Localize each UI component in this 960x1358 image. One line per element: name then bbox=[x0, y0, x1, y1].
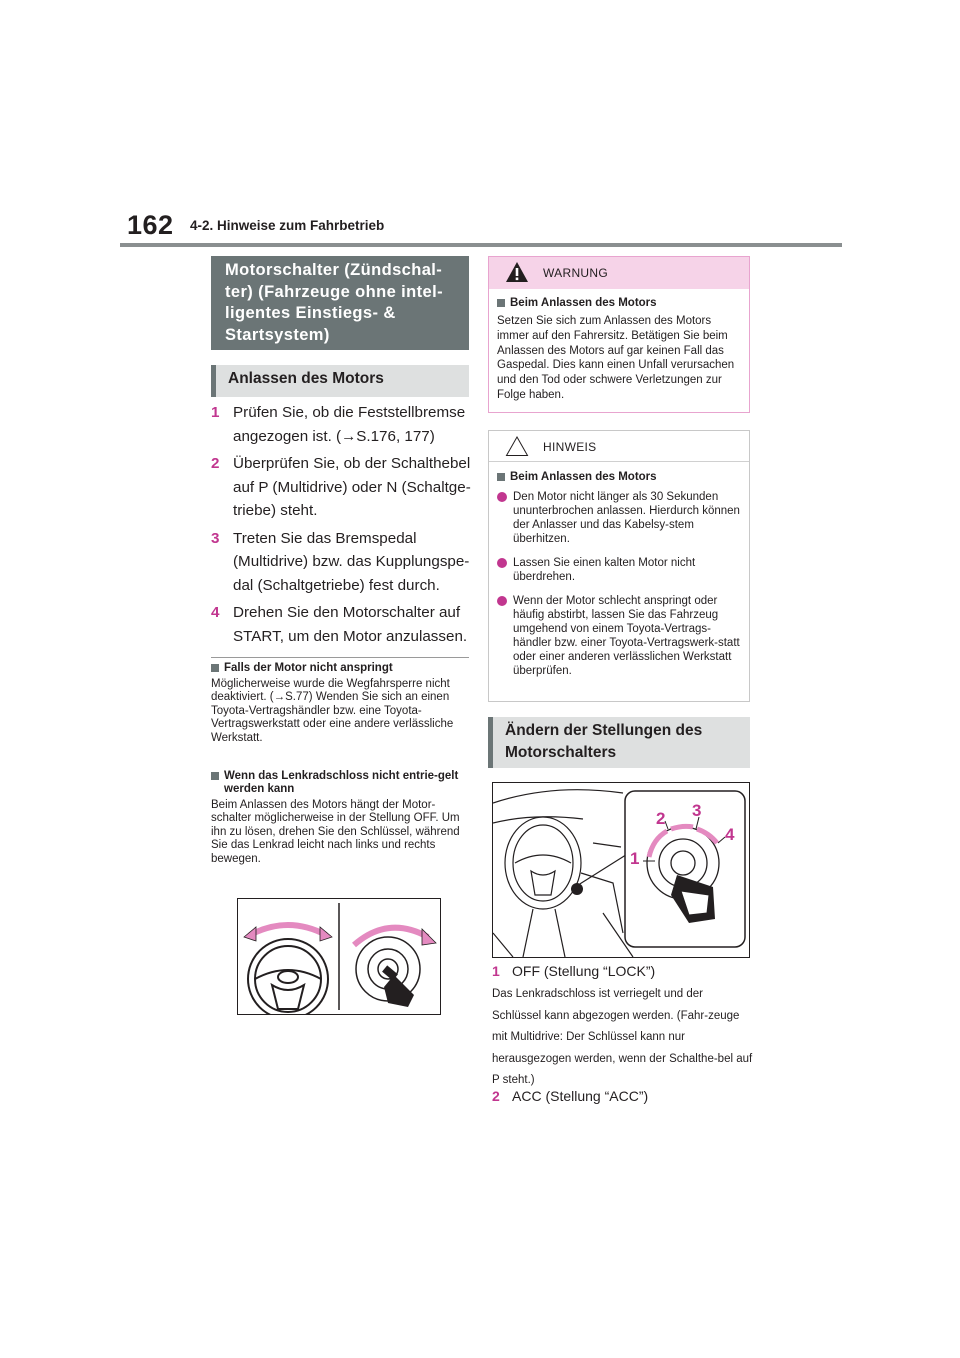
ignition-switch-illustration bbox=[492, 782, 750, 958]
step-text: Treten Sie das Bremspedal (Multidrive) bzw. das Kupplungspe-dal (Schaltgetriebe) fest durch. bbox=[233, 529, 470, 594]
step-item bbox=[211, 601, 473, 648]
warning-label: WARNUNG bbox=[543, 266, 608, 280]
step-item bbox=[211, 527, 473, 598]
hint-box bbox=[488, 430, 750, 702]
figure-label-3: 3 bbox=[692, 801, 702, 820]
note-engine-not-starting bbox=[211, 662, 471, 745]
position-item bbox=[492, 1087, 754, 1105]
warning-header bbox=[489, 257, 749, 289]
steering-wheel-icon bbox=[248, 939, 328, 1014]
main-heading: Motorschalter (Zündschal-ter) (Fahrzeuge ohne intel-ligentes Einstiegs- & Startsystem) bbox=[211, 256, 469, 350]
position-number: 2 bbox=[492, 1088, 500, 1104]
notice-triangle-icon bbox=[505, 435, 529, 457]
square-bullet-icon bbox=[211, 664, 219, 672]
note-title: Wenn das Lenkradschloss nicht entrie-gelt werden kann bbox=[224, 770, 459, 795]
header-rule bbox=[120, 243, 842, 247]
note-title: Falls der Motor nicht anspringt bbox=[224, 662, 393, 674]
hint-header bbox=[489, 431, 749, 462]
detail-inset bbox=[625, 791, 745, 947]
position-text: ACC (Stellung “ACC”) bbox=[512, 1088, 649, 1104]
note-text: Möglicherweise wurde die Wegfahrsperre nicht deaktiviert. (→S.77) Wenden Sie sich an einen Toyota-Vertragshändler bzw. eine Toyota-Vertragswerkstatt oder eine andere verlässliche Werkstatt. bbox=[211, 678, 454, 744]
hint-title: Beim Anlassen des Motors bbox=[510, 471, 657, 483]
square-bullet-icon bbox=[497, 299, 505, 307]
square-bullet-icon bbox=[211, 772, 219, 780]
step-item bbox=[211, 401, 473, 448]
bullet-dot-icon bbox=[497, 596, 507, 606]
warning-text: Setzen Sie sich zum Anlassen des Motors immer auf den Fahrersitz. Betätigen Sie beim Anlassen des Motors auf gar keinen Fall das Gaspedal. Dies kann einen Unfall verursachen und den Tod oder schwere Verletzungen zur Folge haben. bbox=[497, 315, 735, 401]
step-text: Überprüfen Sie, ob der Schalthebel auf P (Multidrive) oder N (Schaltge-triebe) steht. bbox=[233, 455, 471, 519]
dashboard-drawing bbox=[493, 783, 749, 957]
steering-lock-illustration bbox=[237, 898, 441, 1015]
figure-label-2: 2 bbox=[656, 809, 666, 828]
hint-bullet bbox=[497, 490, 741, 546]
figure-label-4: 4 bbox=[725, 825, 735, 844]
key-cylinder-icon bbox=[571, 883, 583, 895]
warning-title: Beim Anlassen des Motors bbox=[510, 297, 657, 309]
position-number: 1 bbox=[492, 963, 500, 979]
step-number: 4 bbox=[211, 604, 220, 621]
bullet-dot-icon bbox=[497, 558, 507, 568]
note-text: Beim Anlassen des Motors hängt der Motor-schalter möglicherweise in der Stellung OFF. Um ihn zu lösen, drehen Sie den Schlüssel, während Sie das Lenkrad leicht nach links und rechts bewegen. bbox=[211, 799, 460, 865]
step-text: Drehen Sie den Motorschalter auf START, um den Motor anzulassen. bbox=[233, 604, 468, 645]
position-text: OFF (Stellung “LOCK”) bbox=[512, 963, 656, 979]
subheading-start-engine: Anlassen des Motors bbox=[211, 365, 469, 397]
notes-divider bbox=[211, 657, 469, 658]
step-item bbox=[211, 452, 473, 523]
hint-bullet bbox=[497, 556, 741, 584]
hint-bullet-text: Wenn der Motor schlecht anspringt oder häufig abstirbt, lassen Sie das Fahrzeug umgehend von einem Toyota-Vertrags-händler bzw. einer Toyota-Vertragswerk-statt oder einer anderen verlässlichen Werkstatt überprüfen. bbox=[513, 595, 740, 677]
warning-box bbox=[488, 256, 750, 413]
hint-bullet-text: Lassen Sie einen kalten Motor nicht überdrehen. bbox=[513, 557, 696, 583]
position-1-description: Das Lenkradschloss ist verriegelt und der Schlüssel kann abgezogen werden. (Fahr-zeuge mit Multidrive: Der Schlüssel kann nur herausgezogen werden, wenn der Schalthe-bel auf P steht.) bbox=[492, 988, 753, 1086]
step-number: 1 bbox=[211, 404, 220, 421]
step-number: 2 bbox=[211, 455, 220, 472]
hint-bullet bbox=[497, 594, 741, 678]
step-text: Prüfen Sie, ob die Feststellbremse angezogen ist. (→S.176, 177) bbox=[233, 404, 466, 445]
warning-triangle-icon bbox=[505, 261, 529, 283]
bullet-dot-icon bbox=[497, 492, 507, 502]
hint-label: HINWEIS bbox=[543, 440, 597, 454]
page-number: 162 bbox=[127, 210, 174, 240]
figure-label-1: 1 bbox=[630, 849, 640, 868]
start-steps-list bbox=[211, 398, 473, 652]
subheading-switch-positions: Ändern der Stellungen des Motorschalters bbox=[488, 717, 750, 768]
hint-bullet-text: Den Motor nicht länger als 30 Sekunden ununterbrochen anlassen. Hierdurch können der Anlasser und das Kabelsy-stem überhitzen. bbox=[513, 491, 740, 545]
steering-key-drawing bbox=[238, 899, 440, 1014]
note-steering-lock bbox=[211, 770, 471, 866]
step-number: 3 bbox=[211, 529, 220, 547]
square-bullet-icon bbox=[497, 473, 505, 481]
section-title: 4-2. Hinweise zum Fahrbetrieb bbox=[190, 218, 385, 233]
position-item bbox=[492, 962, 754, 980]
